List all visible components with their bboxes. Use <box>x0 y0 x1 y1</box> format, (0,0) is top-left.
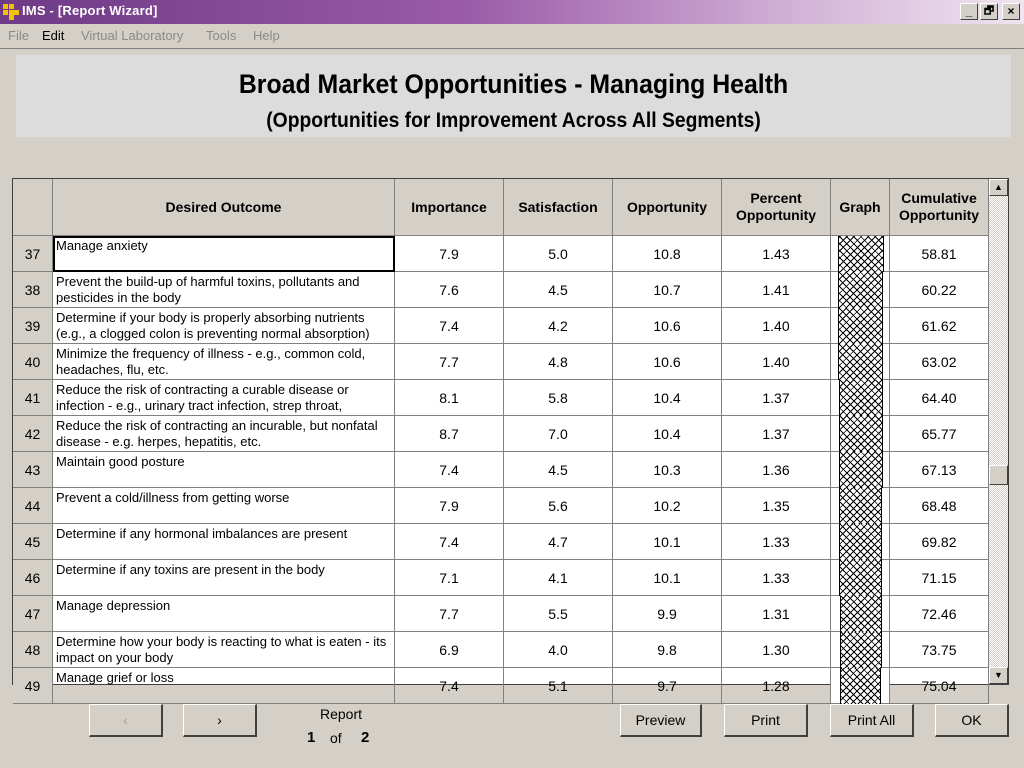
table-row[interactable] <box>13 308 989 344</box>
row-number: 46 <box>13 560 53 596</box>
row-number: 41 <box>13 380 53 416</box>
scroll-thumb[interactable] <box>989 465 1008 485</box>
percent-opportunity-cell: 1.43 <box>722 236 831 272</box>
satisfaction-cell: 5.0 <box>504 236 613 272</box>
report-title: Broad Market Opportunities - Managing Health <box>238 69 789 99</box>
menu-file[interactable]: File <box>8 28 29 43</box>
row-number: 47 <box>13 596 53 632</box>
graph-bar <box>840 596 882 632</box>
desired-outcome-cell[interactable]: Determine how your body is reacting to what is eaten - its impact on your body <box>53 632 395 668</box>
row-number: 42 <box>13 416 53 452</box>
graph-cell <box>831 380 890 416</box>
row-number: 48 <box>13 632 53 668</box>
graph-bar <box>839 488 882 524</box>
print-all-button[interactable] <box>830 704 914 737</box>
percent-opportunity-cell: 1.33 <box>722 560 831 596</box>
app-icon <box>3 4 19 20</box>
opportunity-cell: 10.4 <box>613 380 722 416</box>
menu-bar <box>0 24 1024 46</box>
importance-cell: 7.4 <box>395 452 504 488</box>
header-opportunity[interactable]: Opportunity <box>613 179 722 236</box>
row-number: 40 <box>13 344 53 380</box>
desired-outcome-cell[interactable]: Manage anxiety <box>53 236 395 272</box>
graph-cell <box>831 668 890 704</box>
graph-cell <box>831 236 890 272</box>
percent-opportunity-cell: 1.40 <box>722 308 831 344</box>
desired-outcome-cell[interactable]: Manage grief or loss <box>53 668 395 704</box>
graph-bar <box>838 236 884 272</box>
importance-cell: 7.6 <box>395 272 504 308</box>
desired-outcome-cell[interactable]: Maintain good posture <box>53 452 395 488</box>
satisfaction-cell: 4.5 <box>504 452 613 488</box>
graph-cell <box>831 524 890 560</box>
grid-vertical-scrollbar[interactable] <box>989 179 1008 684</box>
cumulative-opportunity-cell: 63.02 <box>890 344 989 380</box>
opportunity-cell: 10.8 <box>613 236 722 272</box>
pager-label: Report <box>320 706 363 722</box>
desired-outcome-cell[interactable]: Minimize the frequency of illness - e.g., common cold, headaches, flu, etc. <box>53 344 395 380</box>
ok-button[interactable] <box>935 704 1009 737</box>
graph-bar <box>839 524 882 560</box>
ok-label: OK <box>961 712 982 728</box>
print-label: Print <box>751 712 780 728</box>
outcomes-grid[interactable] <box>12 178 1009 694</box>
importance-cell: 7.9 <box>395 236 504 272</box>
print-all-label: Print All <box>847 712 896 728</box>
desired-outcome-cell[interactable]: Determine if any hormonal imbalances are present <box>53 524 395 560</box>
satisfaction-cell: 5.1 <box>504 668 613 704</box>
importance-cell: 7.1 <box>395 560 504 596</box>
table-row[interactable] <box>13 560 989 596</box>
next-page-button[interactable]: › <box>183 704 257 737</box>
scroll-up-button[interactable]: ▲ <box>989 179 1008 196</box>
graph-cell <box>831 560 890 596</box>
table-row[interactable] <box>13 236 989 272</box>
opportunity-cell: 10.1 <box>613 524 722 560</box>
window-title: IMS - [Report Wizard] <box>22 3 158 18</box>
satisfaction-cell: 4.5 <box>504 272 613 308</box>
cumulative-opportunity-cell: 60.22 <box>890 272 989 308</box>
pager-current: 1 <box>307 729 316 746</box>
cumulative-opportunity-cell: 71.15 <box>890 560 989 596</box>
previous-page-button[interactable]: ‹ <box>89 704 163 737</box>
percent-opportunity-cell: 1.36 <box>722 452 831 488</box>
graph-bar <box>839 560 882 596</box>
opportunity-cell: 10.6 <box>613 344 722 380</box>
row-number: 45 <box>13 524 53 560</box>
percent-opportunity-cell: 1.37 <box>722 416 831 452</box>
importance-cell: 8.7 <box>395 416 504 452</box>
percent-opportunity-cell: 1.40 <box>722 344 831 380</box>
desired-outcome-cell[interactable]: Determine if your body is properly absorbing nutrients (e.g., a clogged colon is preventing normal absorption) <box>53 308 395 344</box>
graph-bar <box>840 632 882 668</box>
minimize-button[interactable]: _ <box>960 3 978 20</box>
menu-help[interactable]: Help <box>253 28 280 43</box>
cumulative-opportunity-cell: 64.40 <box>890 380 989 416</box>
satisfaction-cell: 5.8 <box>504 380 613 416</box>
graph-cell <box>831 488 890 524</box>
header-percent-opportunity[interactable]: Percent Opportunity <box>722 179 831 236</box>
satisfaction-cell: 4.1 <box>504 560 613 596</box>
opportunity-cell: 10.2 <box>613 488 722 524</box>
title-bar[interactable] <box>0 0 1024 24</box>
row-number: 37 <box>13 236 53 272</box>
report-header <box>16 55 1011 137</box>
table-row[interactable] <box>13 596 989 632</box>
close-button[interactable]: × <box>1002 3 1020 20</box>
desired-outcome-cell[interactable]: Determine if any toxins are present in the body <box>53 560 395 596</box>
importance-cell: 6.9 <box>395 632 504 668</box>
pager-of: of <box>330 730 342 746</box>
opportunity-cell: 10.7 <box>613 272 722 308</box>
table-row[interactable] <box>13 380 989 416</box>
graph-cell <box>831 632 890 668</box>
satisfaction-cell: 4.7 <box>504 524 613 560</box>
row-number: 44 <box>13 488 53 524</box>
cumulative-opportunity-cell: 68.48 <box>890 488 989 524</box>
cumulative-opportunity-cell: 65.77 <box>890 416 989 452</box>
opportunity-cell: 10.6 <box>613 308 722 344</box>
graph-cell <box>831 308 890 344</box>
graph-cell <box>831 452 890 488</box>
opportunity-cell: 10.4 <box>613 416 722 452</box>
graph-bar <box>838 308 883 344</box>
opportunity-cell: 9.8 <box>613 632 722 668</box>
grid-header-row <box>13 179 989 236</box>
restore-button[interactable]: 🗗 <box>980 3 998 20</box>
satisfaction-cell: 4.8 <box>504 344 613 380</box>
importance-cell: 7.4 <box>395 524 504 560</box>
satisfaction-cell: 7.0 <box>504 416 613 452</box>
table-row[interactable] <box>13 452 989 488</box>
importance-cell: 7.7 <box>395 344 504 380</box>
row-number: 39 <box>13 308 53 344</box>
table-row[interactable] <box>13 416 989 452</box>
cumulative-opportunity-cell: 72.46 <box>890 596 989 632</box>
satisfaction-cell: 4.2 <box>504 308 613 344</box>
percent-opportunity-cell: 1.35 <box>722 488 831 524</box>
table-row[interactable] <box>13 632 989 668</box>
graph-bar <box>839 452 883 488</box>
row-number: 43 <box>13 452 53 488</box>
percent-opportunity-cell: 1.31 <box>722 596 831 632</box>
header-cumulative-opportunity[interactable]: Cumulative Opportunity <box>890 179 989 236</box>
graph-bar <box>838 344 883 380</box>
desired-outcome-cell[interactable]: Reduce the risk of contracting an incurable, but nonfatal disease - e.g. herpes, hepatitis, etc. <box>53 416 395 452</box>
report-subtitle: (Opportunities for Improvement Across All Segments) <box>266 109 761 132</box>
row-number: 49 <box>13 668 53 704</box>
graph-bar <box>839 416 883 452</box>
satisfaction-cell: 5.5 <box>504 596 613 632</box>
preview-button[interactable] <box>620 704 702 737</box>
cumulative-opportunity-cell: 61.62 <box>890 308 989 344</box>
graph-cell <box>831 596 890 632</box>
opportunity-cell: 10.3 <box>613 452 722 488</box>
graph-cell <box>831 344 890 380</box>
percent-opportunity-cell: 1.30 <box>722 632 831 668</box>
print-button[interactable] <box>724 704 808 737</box>
percent-opportunity-cell: 1.41 <box>722 272 831 308</box>
table-row[interactable] <box>13 344 989 380</box>
graph-cell <box>831 416 890 452</box>
graph-bar <box>840 668 881 704</box>
percent-opportunity-cell: 1.37 <box>722 380 831 416</box>
graph-bar <box>838 272 883 308</box>
header-satisfaction[interactable]: Satisfaction <box>504 179 613 236</box>
cumulative-opportunity-cell: 73.75 <box>890 632 989 668</box>
desired-outcome-cell[interactable]: Prevent a cold/illness from getting worse <box>53 488 395 524</box>
preview-label: Preview <box>635 712 686 728</box>
table-row[interactable] <box>13 272 989 308</box>
opportunity-cell: 9.9 <box>613 596 722 632</box>
header-graph[interactable]: Graph <box>831 179 890 236</box>
cumulative-opportunity-cell: 69.82 <box>890 524 989 560</box>
importance-cell: 7.7 <box>395 596 504 632</box>
importance-cell: 7.4 <box>395 308 504 344</box>
table-row[interactable] <box>13 488 989 524</box>
satisfaction-cell: 5.6 <box>504 488 613 524</box>
importance-cell: 8.1 <box>395 380 504 416</box>
cumulative-opportunity-cell: 75.04 <box>890 668 989 704</box>
cumulative-opportunity-cell: 67.13 <box>890 452 989 488</box>
desired-outcome-cell[interactable]: Manage depression <box>53 596 395 632</box>
table-row[interactable] <box>13 668 989 704</box>
percent-opportunity-cell: 1.33 <box>722 524 831 560</box>
percent-opportunity-cell: 1.28 <box>722 668 831 704</box>
menu-edit[interactable]: Edit <box>42 28 65 43</box>
graph-cell <box>831 272 890 308</box>
opportunity-cell: 10.1 <box>613 560 722 596</box>
satisfaction-cell: 4.0 <box>504 632 613 668</box>
importance-cell: 7.4 <box>395 668 504 704</box>
importance-cell: 7.9 <box>395 488 504 524</box>
menu-virtual-laboratory[interactable]: Virtual Laboratory <box>81 28 184 43</box>
desired-outcome-cell[interactable]: Prevent the build-up of harmful toxins, pollutants and pesticides in the body <box>53 272 395 308</box>
menu-tools[interactable]: Tools <box>206 28 237 43</box>
status-strip <box>0 754 1024 768</box>
opportunity-cell: 9.7 <box>613 668 722 704</box>
header-desired-outcome[interactable]: Desired Outcome <box>53 179 395 236</box>
header-importance[interactable]: Importance <box>395 179 504 236</box>
scroll-down-button[interactable]: ▼ <box>989 667 1008 684</box>
graph-bar <box>839 380 883 416</box>
row-number: 38 <box>13 272 53 308</box>
pager-total: 2 <box>361 729 370 746</box>
table-row[interactable] <box>13 524 989 560</box>
header-rownum <box>13 179 53 236</box>
cumulative-opportunity-cell: 58.81 <box>890 236 989 272</box>
desired-outcome-cell[interactable]: Reduce the risk of contracting a curable disease or infection - e.g., urinary tract infection, strep throat, <box>53 380 395 416</box>
